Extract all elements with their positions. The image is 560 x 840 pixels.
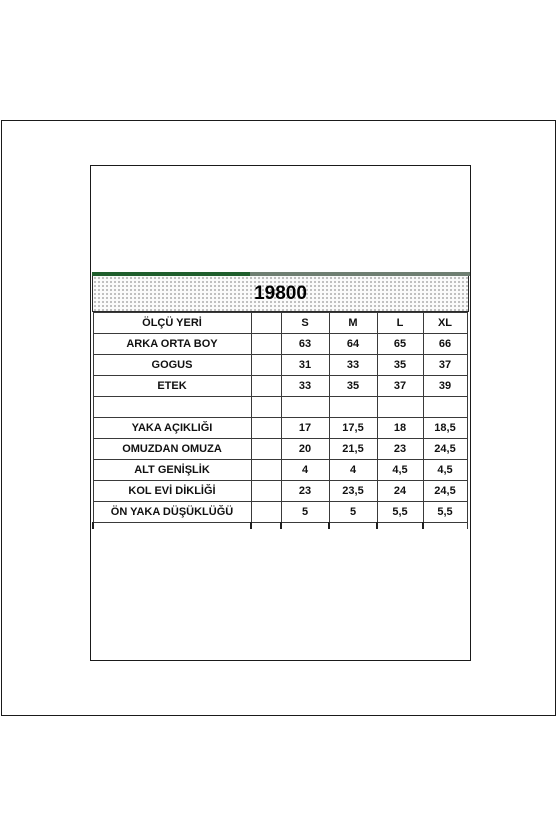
tail-cell (377, 523, 423, 530)
header-cell-measure: ÖLÇÜ YERİ (93, 313, 251, 334)
value-cell: 4 (281, 460, 329, 481)
row-label: OMUZDAN OMUZA (93, 439, 251, 460)
table-row (93, 376, 467, 397)
value-cell: 5,5 (377, 502, 423, 523)
table-row (93, 439, 467, 460)
value-cell: 24 (377, 481, 423, 502)
row-label: YAKA AÇIKLIĞI (93, 418, 251, 439)
value-cell: 18,5 (423, 418, 467, 439)
row-label: ETEK (93, 376, 251, 397)
value-cell: 5 (281, 502, 329, 523)
value-cell: 21,5 (329, 439, 377, 460)
value-cell: 35 (377, 355, 423, 376)
table-tail-row (93, 523, 467, 530)
blank-cell (251, 502, 281, 523)
table-row (93, 418, 467, 439)
value-cell (329, 397, 377, 418)
blank-cell (251, 481, 281, 502)
value-cell: 20 (281, 439, 329, 460)
value-cell: 4,5 (377, 460, 423, 481)
row-label: GOGUS (93, 355, 251, 376)
table-header-row (93, 313, 467, 334)
blank-cell (251, 355, 281, 376)
value-cell: 24,5 (423, 481, 467, 502)
value-cell: 4,5 (423, 460, 467, 481)
tail-cell (93, 523, 251, 530)
row-label: ALT GENİŞLİK (93, 460, 251, 481)
header-cell-m: M (329, 313, 377, 334)
row-label (93, 397, 251, 418)
table-row-empty (93, 397, 467, 418)
row-label: ARKA ORTA BOY (93, 334, 251, 355)
value-cell: 24,5 (423, 439, 467, 460)
row-label: KOL EVİ DİKLİĞİ (93, 481, 251, 502)
blank-cell (251, 460, 281, 481)
blank-cell (251, 334, 281, 355)
header-cell-blank (251, 313, 281, 334)
value-cell: 5,5 (423, 502, 467, 523)
size-table (92, 312, 468, 529)
value-cell: 23,5 (329, 481, 377, 502)
table-row (93, 481, 467, 502)
value-cell: 23 (377, 439, 423, 460)
value-cell: 4 (329, 460, 377, 481)
value-cell: 33 (281, 376, 329, 397)
value-cell: 39 (423, 376, 467, 397)
value-cell: 37 (377, 376, 423, 397)
tail-cell (329, 523, 377, 530)
value-cell: 17 (281, 418, 329, 439)
tail-cell (251, 523, 281, 530)
tail-cell (423, 523, 467, 530)
value-cell: 65 (377, 334, 423, 355)
blank-cell (251, 397, 281, 418)
value-cell (281, 397, 329, 418)
value-cell: 33 (329, 355, 377, 376)
value-cell: 23 (281, 481, 329, 502)
blank-cell (251, 439, 281, 460)
value-cell: 37 (423, 355, 467, 376)
header-cell-l: L (377, 313, 423, 334)
header-cell-xl: XL (423, 313, 467, 334)
value-cell: 31 (281, 355, 329, 376)
row-label: ÖN YAKA DÜŞÜKLÜĞÜ (93, 502, 251, 523)
tail-cell (281, 523, 329, 530)
value-cell: 63 (281, 334, 329, 355)
value-cell (377, 397, 423, 418)
blank-cell (251, 418, 281, 439)
value-cell: 17,5 (329, 418, 377, 439)
value-cell: 5 (329, 502, 377, 523)
table-row (93, 460, 467, 481)
value-cell: 18 (377, 418, 423, 439)
value-cell (423, 397, 467, 418)
table-row (93, 355, 467, 376)
value-cell: 66 (423, 334, 467, 355)
model-number: 19800 (254, 283, 307, 304)
blank-cell (251, 376, 281, 397)
value-cell: 64 (329, 334, 377, 355)
value-cell: 35 (329, 376, 377, 397)
table-row (93, 334, 467, 355)
table-row (93, 502, 467, 523)
header-cell-s: S (281, 313, 329, 334)
